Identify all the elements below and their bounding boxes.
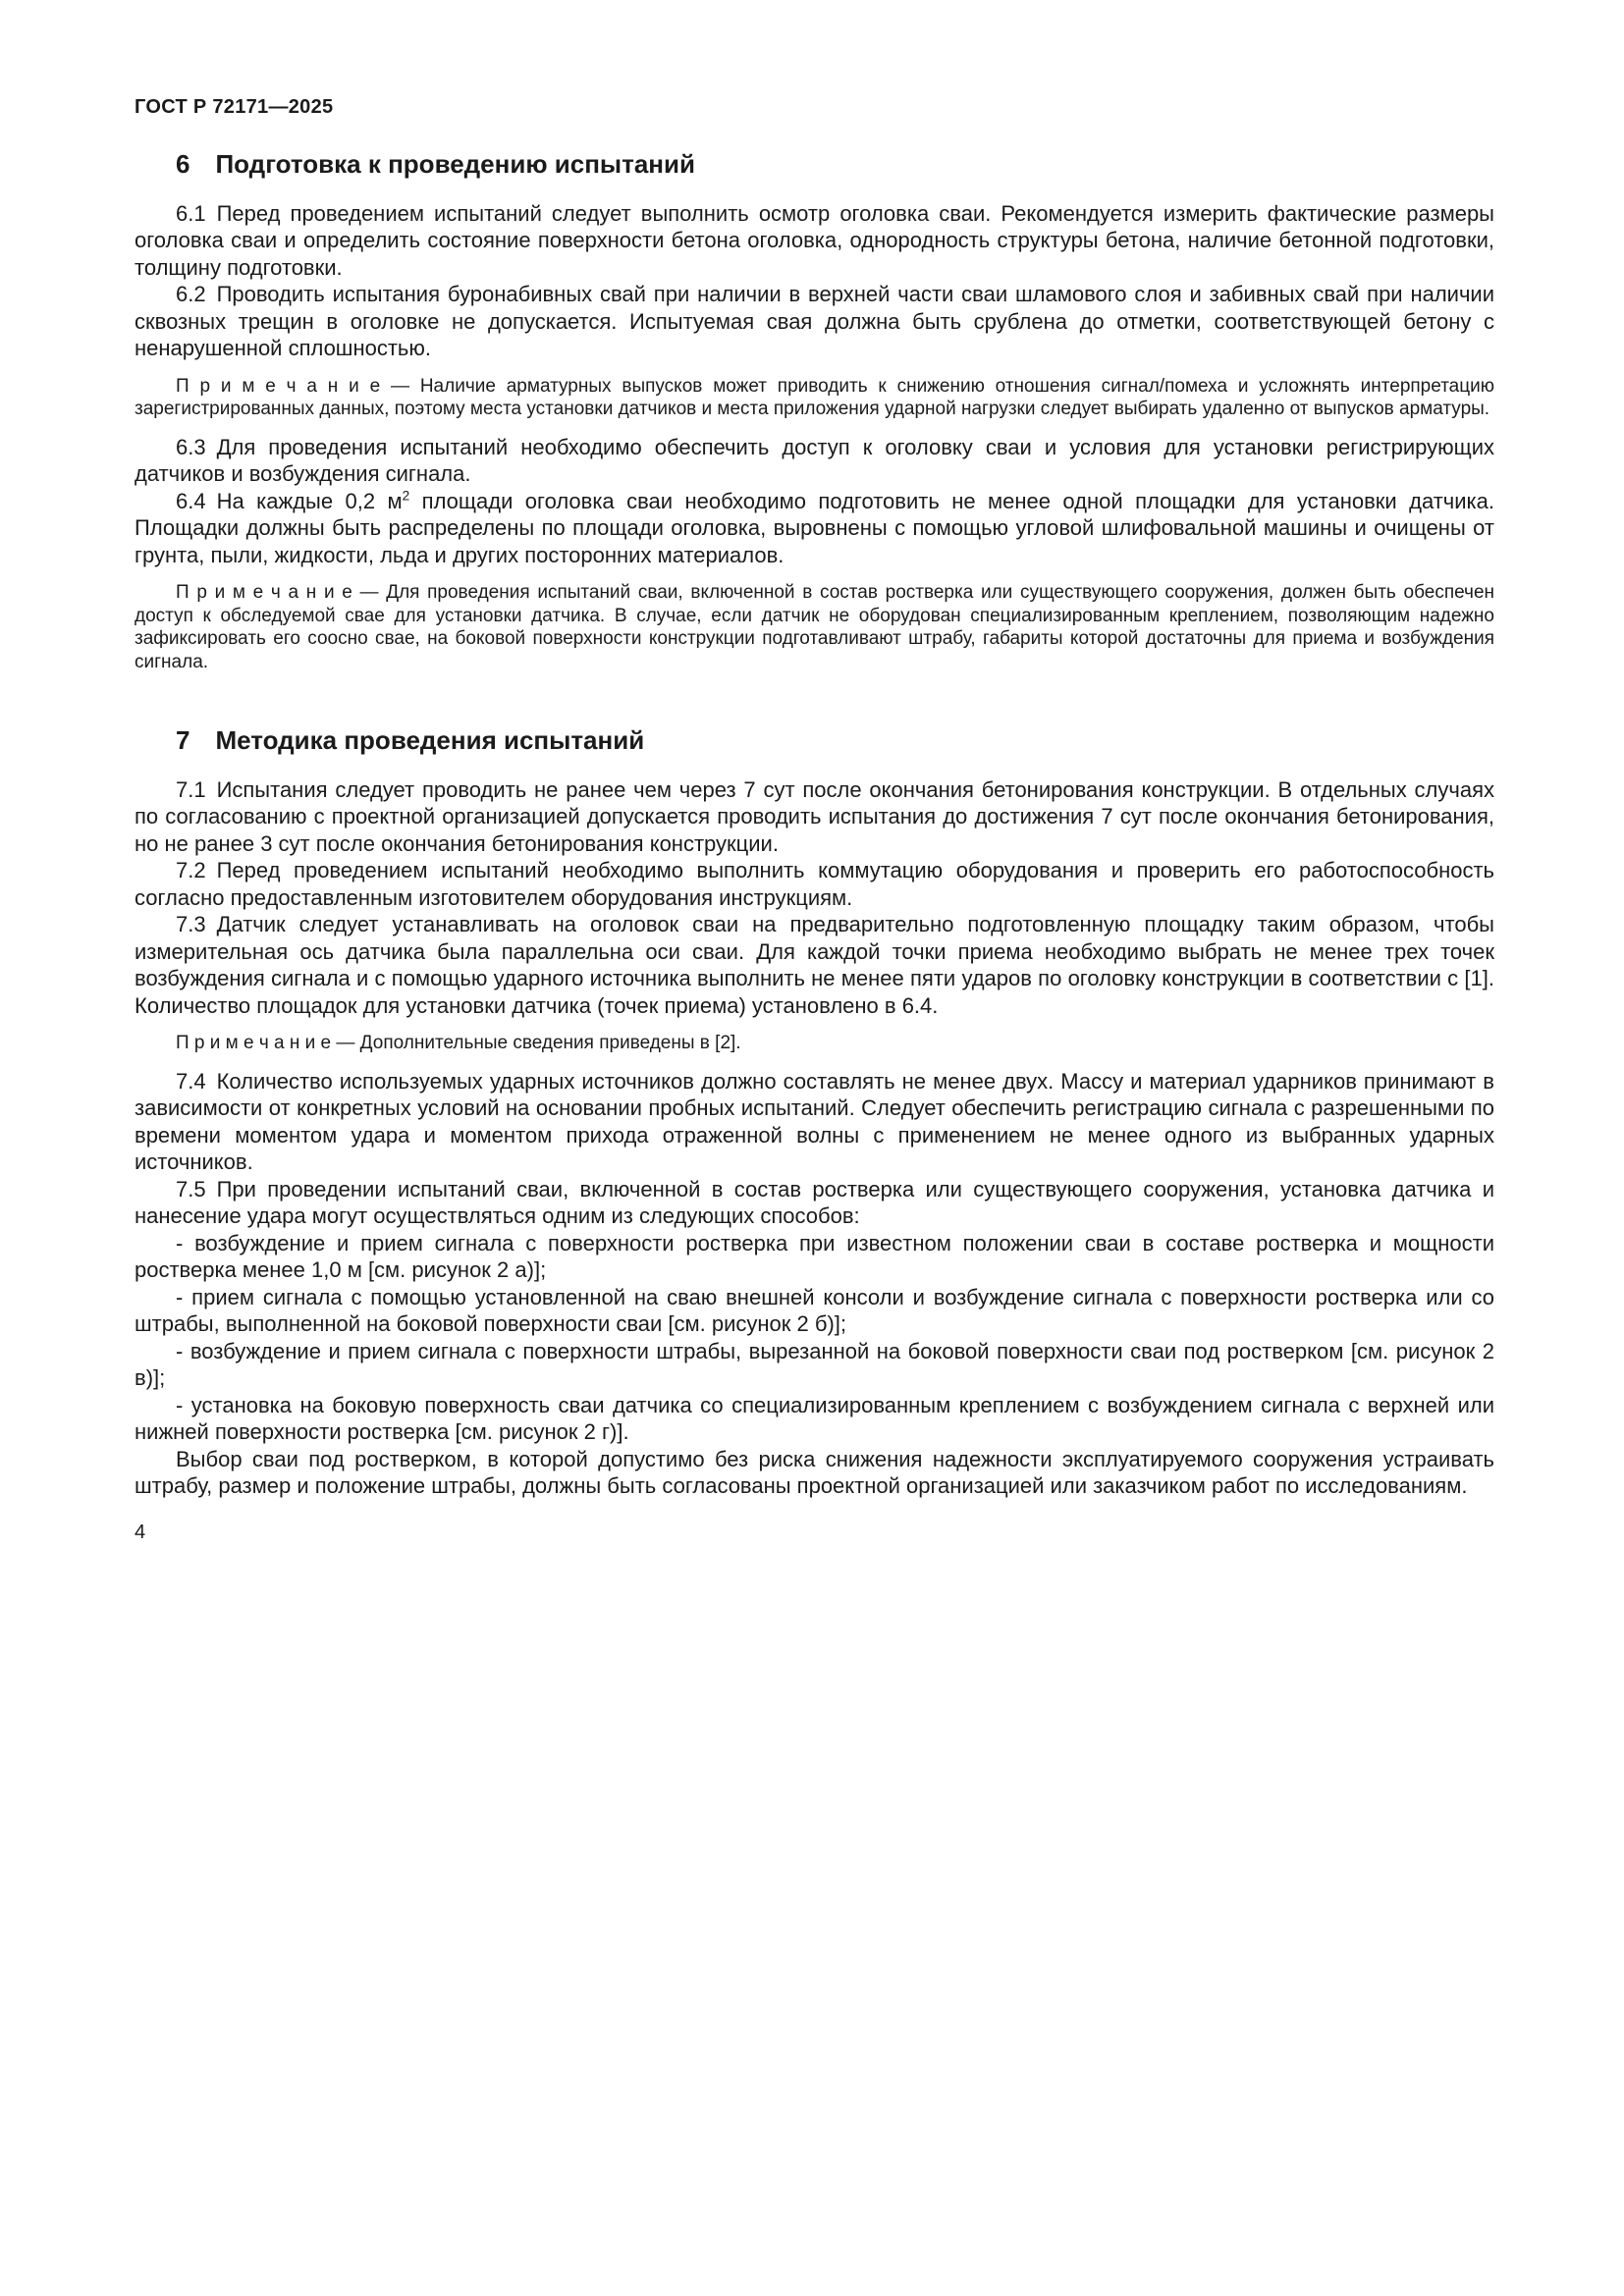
note-text: — Дополнительные сведения приведены в [2]. [336,1033,741,1053]
note-after-6-4 [135,581,1494,673]
superscript-2: 2 [402,488,410,504]
note-label: П р и м е ч а н и е [176,582,352,603]
note-after-6-2 [135,375,1494,421]
paragraph-7-5-final: Выбор сваи под ростверком, в которой допустимо без риска снижения надежности эксплуатируемого сооружения устраивать штрабу, размер и положение штрабы, должны быть согласованы проектной организацией или заказчиком работ по исследованиям. [135,1446,1494,1498]
list-item-b: - прием сигнала с помощью установленной на сваю внешней консоли и возбуждение сигнала с поверхности ростверка или со штрабы, выполненной на боковой поверхности сваи [см. рисунок 2 б)]; [135,1284,1494,1336]
paragraph-6-4-text-continued: площади оголовка сваи необходимо подготовить не менее одной площадки для установки датчика. Площадки должны быть распределены по площади оголовка, выровнены с помощью угловой шлифовальной машины и очищены от грунта, пыли, жидкости, льда и других посторонних материалов. [135,488,1494,567]
paragraph-6-1: 6.1 Перед проведением испытаний следует выполнить осмотр оголовка сваи. Рекомендуется измерить фактические размеры оголовка сваи и определить состояние поверхности бетона оголовка, однородность структуры бетона, наличие бетонной подготовки, толщину подготовки. [135,200,1494,280]
paragraph-6-4 [135,488,1494,569]
document-code: ГОСТ Р 72171—2025 [135,96,334,118]
paragraph-6-4-text: 6.4 На каждые 0,2 м [176,488,403,513]
paragraph-7-1: 7.1 Испытания следует проводить не ранее чем через 7 сут после окончания бетонирования конструкции. В отдельных случаях по согласованию с проектной организацией допускается проводить испытания до достижения 7 сут после окончания бетонирования, но не ранее 3 сут после окончания бетонирования конструкции. [135,776,1494,856]
paragraph-6-2: 6.2 Проводить испытания буронабивных свай при наличии в верхней части сваи шламового слоя и забивных свай при наличии сквозных трещин в оголовке не допускается. Испытуемая свая должна быть срублена до отметки, соответствующей бетону с ненарушенной сплошностью. [135,282,1494,360]
page-number: 4 [135,1521,146,1543]
paragraph-6-3: 6.3 Для проведения испытаний необходимо обеспечить доступ к оголовку сваи и условия для установки регистрирующих датчиков и возбуждения сигнала. [135,434,1494,486]
note-text: — Для проведения испытаний сваи, включенной в состав ростверка или существующего сооружения, должен быть обеспечен доступ к обследуемой свае для установки датчика. В случае, если датчик не оборудован специализированным креплением, позволяющим надежно зафиксировать его соосно свае, на боковой поверхности конструкции подготавливают штрабу, габариты которой достаточны для приема и возбуждения сигнала. [135,582,1494,672]
paragraph-7-3: 7.3 Датчик следует устанавливать на оголовок сваи на предварительно подготовленную площадку таким образом, чтобы измерительная ось датчика была параллельна оси сваи. Для каждой точки приема необходимо выбрать не менее трех точек возбуждения сигнала и с помощью ударного источника выполнить не менее пяти ударов по оголовку конструкции в соответствии с [1]. Количество площадок для установки датчика (точек приема) установлено в 6.4. [135,912,1494,1018]
list-item-a: - возбуждение и прием сигнала с поверхности ростверка при известном положении сваи в составе ростверка и мощности ростверка менее 1,0 м [см. рисунок 2 а)]; [135,1230,1494,1282]
paragraph-7-4: 7.4 Количество используемых ударных источников должно составлять не менее двух. Массу и материал ударников принимают в зависимости от конкретных условий на основании пробных испытаний. Следует обеспечить регистрацию сигнала с разрешенными по времени моментом удара и моментом прихода отраженной волны с применением не менее одного из выбранных ударных источников. [135,1068,1494,1174]
list-item-v: - возбуждение и прием сигнала с поверхности штрабы, вырезанной на боковой поверхности сваи под ростверком [см. рисунок 2 в)]; [135,1338,1494,1390]
note-text: — Наличие арматурных выпусков может приводить к снижению отношения сигнал/помеха и усложнять интерпретацию зарегистрированных данных, поэтому места установки датчиков и места приложения ударной нагрузки следует выбирать удаленно от выпусков арматуры. [135,375,1494,419]
paragraph-7-5: 7.5 При проведении испытаний сваи, включенной в состав ростверка или существующего сооружения, установка датчика и нанесение удара могут осуществляться одним из следующих способов: [135,1176,1494,1228]
section-7-heading: 7 Методика проведения испытаний [176,725,645,755]
list-item-g: - установка на боковую поверхность сваи датчика со специализированным креплением с возбуждением сигнала с верхней или нижней поверхности ростверка [см. рисунок 2 г)]. [135,1392,1494,1444]
section-6-heading: 6 Подготовка к проведению испытаний [176,149,695,179]
paragraph-7-2: 7.2 Перед проведением испытаний необходимо выполнить коммутацию оборудования и проверить его работоспособность согласно предоставленным изготовителем оборудования инструкциям. [135,858,1494,910]
note-after-7-3 [135,1032,1494,1055]
note-label: П р и м е ч а н и е [176,1033,332,1053]
note-label: П р и м е ч а н и е [176,375,381,397]
